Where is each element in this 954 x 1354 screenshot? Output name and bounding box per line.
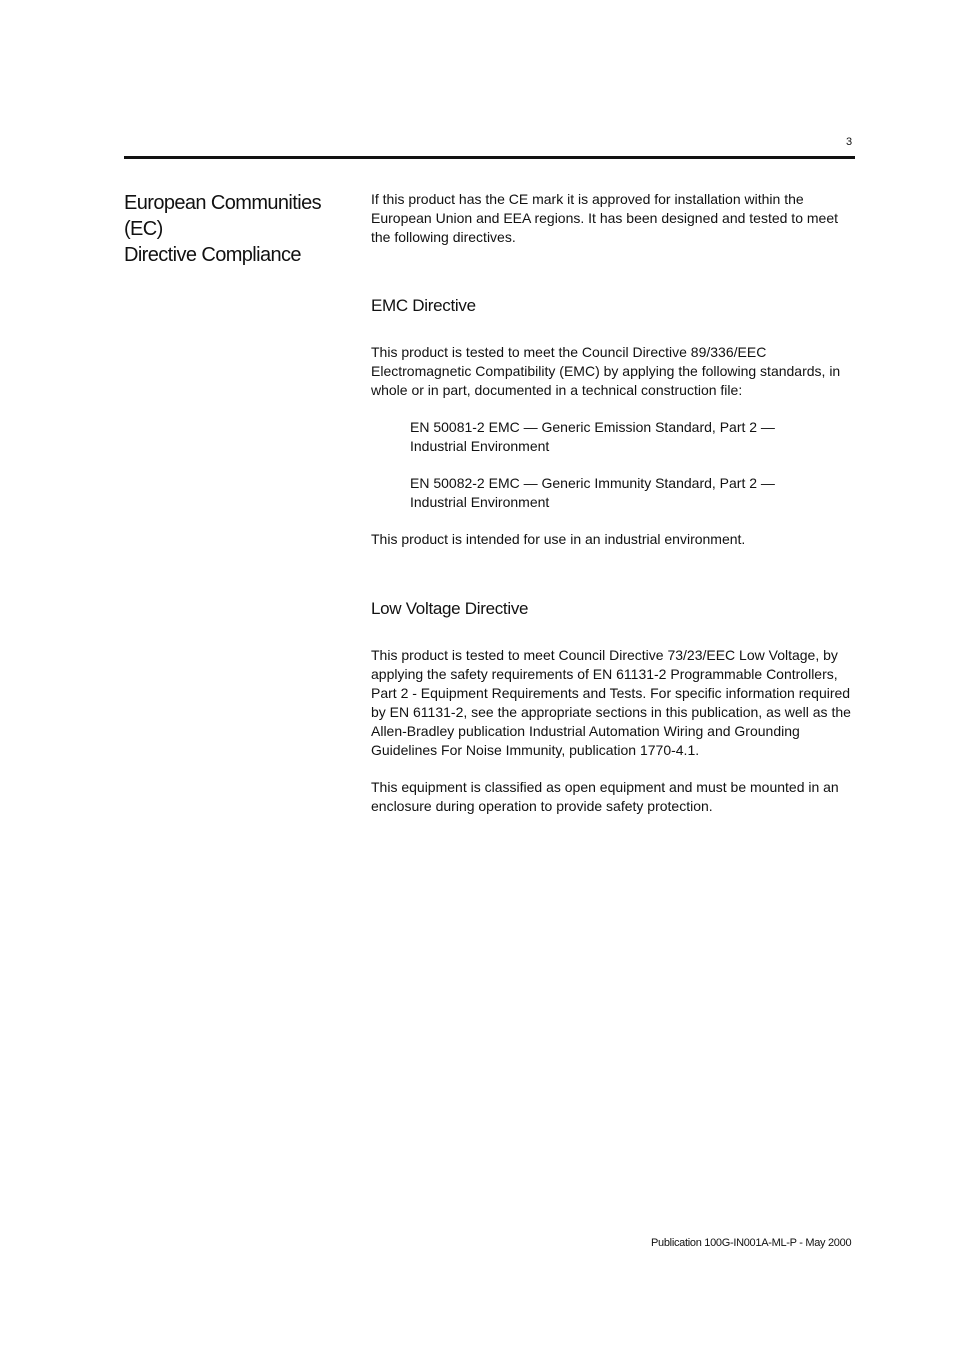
emc-closing-paragraph: This product is intended for use in an industrial environment. (371, 531, 746, 547)
emc-directive-heading: EMC Directive (371, 296, 476, 315)
section-title-line-2: Directive Compliance (124, 244, 301, 266)
header-rule (124, 156, 855, 159)
lvd-body-paragraph: This product is tested to meet Council Directive 73/23/EEC Low Voltage, by applying the safety requirements of EN 61131-2 Programmable Controllers, Part 2 - Equipment Requirements and Tests. For specific information required by EN 61131-2, see the appropriate sections in this publication, as well as the Allen-Bradley publication Industrial Automation Wiring and Grounding Guidelines For Noise Immunity, publication 1770-4.1. (371, 647, 851, 758)
lvd-closing-paragraph: This equipment is classified as open equipment and must be mounted in an enclosure during operation to provide safety protection. (371, 779, 839, 814)
standard-item (410, 418, 855, 456)
standard-line-1: EN 50081-2 EMC — Generic Emission Standard, Part 2 — (410, 419, 775, 435)
emc-body-paragraph: This product is tested to meet the Council Directive 89/336/EEC Electromagnetic Compatibility (EMC) by applying the following standards, in whole or in part, documented in a technical construction file: (371, 344, 841, 398)
main-content (371, 190, 855, 816)
publication-footer: Publication 100G-IN001A-ML-P - May 2000 (651, 1237, 852, 1249)
standard-line-2: Industrial Environment (410, 438, 550, 454)
low-voltage-directive-heading: Low Voltage Directive (371, 599, 529, 618)
page-number: 3 (846, 136, 853, 148)
standard-item (410, 474, 855, 512)
intro-paragraph: If this product has the CE mark it is approved for installation within the European Union and EEA regions. It has been designed and tested to meet the following directives. (371, 191, 838, 245)
standard-line-2: Industrial Environment (410, 494, 550, 510)
standard-line-1: EN 50082-2 EMC — Generic Immunity Standard, Part 2 — (410, 475, 775, 491)
section-title (124, 190, 364, 268)
section-title-line-1: European Communities (EC) (124, 192, 321, 240)
